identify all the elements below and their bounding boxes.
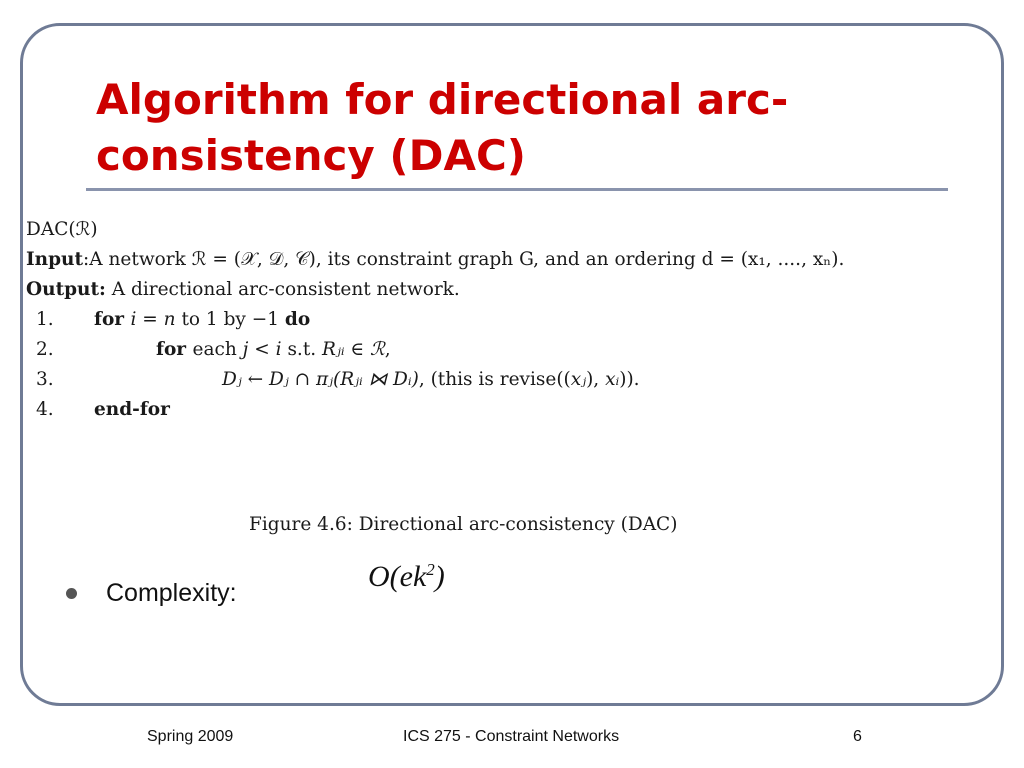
step-text-part: for: [156, 339, 193, 360]
algorithm-step: [26, 305, 1006, 335]
step-text-part: ,: [384, 339, 391, 360]
footer-date: Spring 2009: [147, 728, 234, 745]
footer-course: ICS 275 - Constraint Networks: [403, 728, 620, 745]
complexity-colon: :: [229, 579, 237, 607]
footer-page-number: 6: [853, 728, 862, 745]
algorithm-step: [26, 365, 1006, 395]
formula-main: O(ek: [368, 560, 427, 593]
algorithm-input: [26, 245, 1006, 275]
output-label: Output:: [26, 279, 106, 300]
complexity-formula: [368, 560, 445, 594]
input-text: :A network ℛ = (𝒳, 𝒟, 𝒞), its constraint graph G, and an ordering d = (x₁, ...., xₙ).: [83, 249, 845, 270]
complexity-label-text: Complexity: [106, 579, 230, 607]
title-divider: [86, 188, 948, 191]
step-number: 3.: [36, 369, 54, 390]
complexity-label: [106, 574, 237, 612]
algorithm-header: DAC(ℛ): [26, 219, 98, 240]
formula-close: ): [434, 560, 445, 593]
step-text-part: xⱼ: [570, 369, 587, 390]
bullet-icon: [66, 588, 77, 599]
step-text-part: xᵢ: [605, 369, 620, 390]
output-text: A directional arc-consistent network.: [105, 279, 460, 300]
algorithm-figure: [26, 215, 1006, 425]
step-text-part: end-for: [94, 399, 170, 420]
algorithm-steps: [26, 305, 1006, 425]
step-text-part: Dⱼ ← Dⱼ ∩ πⱼ(Rⱼᵢ ⋈ Dᵢ): [222, 369, 419, 390]
formula-exponent: 2: [426, 560, 435, 579]
algorithm-step: [26, 335, 1006, 365]
step-text-part: ),: [586, 369, 606, 390]
step-number: 4.: [36, 399, 54, 420]
step-text-part: Rⱼᵢ ∈ ℛ: [322, 339, 385, 360]
figure-caption: Figure 4.6: Directional arc-consistency (DAC): [249, 514, 678, 535]
step-text-part: to 1 by −1: [175, 309, 285, 330]
step-text: [222, 365, 640, 395]
step-text-part: do: [284, 309, 311, 330]
step-text-part: each: [192, 339, 243, 360]
step-text: [94, 305, 310, 335]
step-text-part: for: [94, 309, 131, 330]
step-text-part: , (this is revise((: [418, 369, 571, 390]
step-number: 1.: [36, 309, 54, 330]
step-text-part: j < i: [242, 339, 282, 360]
step-text: [94, 395, 170, 425]
input-label: Input: [26, 249, 84, 270]
slide-title: Algorithm for directional arc-consistency (DAC): [96, 75, 789, 180]
step-number: 2.: [36, 339, 54, 360]
step-text-part: )).: [619, 369, 640, 390]
algorithm-output: [26, 275, 1006, 305]
algorithm-step: [26, 395, 1006, 425]
step-text: [156, 335, 391, 365]
step-text-part: i = n: [130, 309, 176, 330]
step-text-part: s.t.: [281, 339, 323, 360]
